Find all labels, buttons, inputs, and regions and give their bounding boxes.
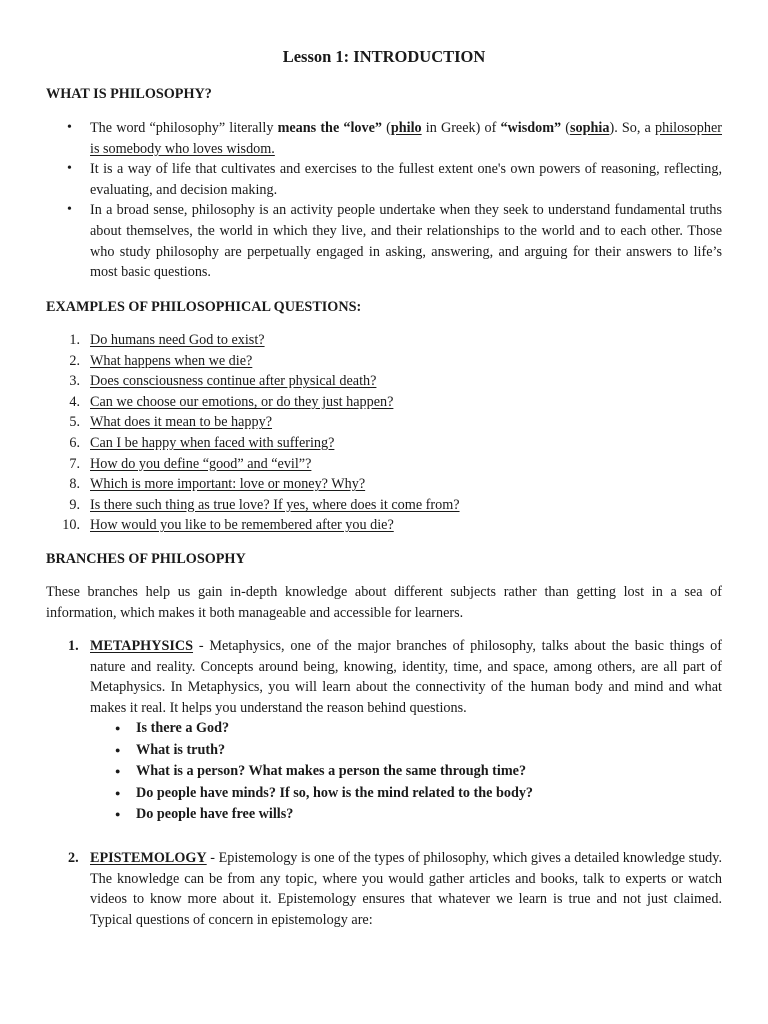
list-item: 4. Can we choose our emotions, or do they just happen?	[69, 393, 394, 410]
underlined-term-philo: philo	[390, 120, 422, 136]
underlined-term-sophia: sophia	[570, 120, 610, 136]
definition-list	[46, 118, 722, 283]
section-heading-what-is-philosophy: WHAT IS PHILOSOPHY?	[46, 86, 212, 102]
branch-name: METAPHYSICS	[90, 638, 194, 654]
list-item: ● Do people have free wills?	[90, 804, 722, 825]
bold-text: means the “love”	[277, 120, 382, 136]
list-item: 8. Which is more important: love or money? Why?	[69, 476, 366, 493]
list-item: ● What is truth?	[90, 740, 722, 761]
definition-item	[46, 118, 722, 159]
text-run: (	[561, 120, 571, 136]
branch-text: - Epistemology is one of the types of philosophy, which gives a detailed knowledge study. The knowledge can be from any topic, where you would gather articles and books, talk to experts or watch videos to know more about it. Epistemology ensures that whatever we learn is true and not just claimed. Typical questions of concern in epistemology are:	[90, 850, 722, 928]
definition-item: • In a broad sense, philosophy is an activity people undertake when they seek to understand fundamental truths about themselves, the world in which they live, and their relationships to the world and to each other. Those who study philosophy are perpetually engaged in asking, answering, and arguing for their answers to life’s most basic questions.	[46, 200, 722, 282]
branch-name: EPISTEMOLOGY	[90, 850, 207, 866]
bold-text: “wisdom”	[500, 120, 562, 136]
list-item: ● Do people have minds? If so, how is the mind related to the body?	[90, 783, 722, 804]
text-run: ). So, a	[609, 120, 655, 136]
list-item: ● What is a person? What makes a person the same through time?	[90, 761, 722, 782]
branch-number: 2.	[68, 850, 79, 866]
section-heading-examples: EXAMPLES OF PHILOSOPHICAL QUESTIONS:	[46, 299, 362, 315]
branch-description	[90, 636, 722, 718]
definition-item: • It is a way of life that cultivates and exercises to the fullest extent one's own powers of reasoning, reflecting, evaluating, and decision making.	[46, 159, 722, 200]
branches-intro-paragraph: These branches help us gain in-depth knowledge about different subjects rather than getting lost in a sea of information, which makes it both manageable and accessible for learners.	[46, 584, 722, 621]
branch-number: 1.	[68, 638, 79, 654]
list-item: 9. Is there such thing as true love? If yes, where does it come from?	[69, 496, 460, 513]
branch-description	[90, 848, 722, 930]
list-item: 1. Do humans need God to exist?	[69, 332, 265, 348]
list-item: 5. What does it mean to be happy?	[69, 414, 273, 431]
list-item: 3. Does consciousness continue after physical death?	[69, 373, 377, 390]
branch-text: - Metaphysics, one of the major branches of philosophy, talks about the basic things of nature and reality. Concepts around being, knowing, identity, time, and space, among others, are all part of Metaphysics. In Metaphysics, you will learn about the connectivity of the human body and mind and what makes it real. It helps you understand the reason behind questions.	[90, 638, 722, 716]
branch-metaphysics	[46, 636, 722, 825]
text-run: The word “philosophy” literally	[90, 120, 278, 136]
list-item: 6. Can I be happy when faced with suffering?	[69, 434, 335, 451]
text-run: in Greek) of	[421, 120, 501, 136]
list-item: 2. What happens when we die?	[69, 352, 253, 369]
underlined-definition: philosopher is somebody who loves wisdom.	[90, 120, 722, 157]
page-title: Lesson 1: INTRODUCTION	[282, 47, 486, 66]
metaphysics-questions	[90, 718, 722, 825]
list-item: 7. How do you define “good” and “evil”?	[69, 455, 312, 472]
section-heading-branches: BRANCHES OF PHILOSOPHY	[46, 551, 246, 567]
text-run: (	[382, 120, 391, 136]
list-item: ● Is there a God?	[90, 718, 722, 739]
questions-list	[46, 330, 722, 536]
branch-epistemology	[46, 848, 722, 930]
list-item: 10. How would you like to be remembered after you die?	[62, 517, 394, 534]
